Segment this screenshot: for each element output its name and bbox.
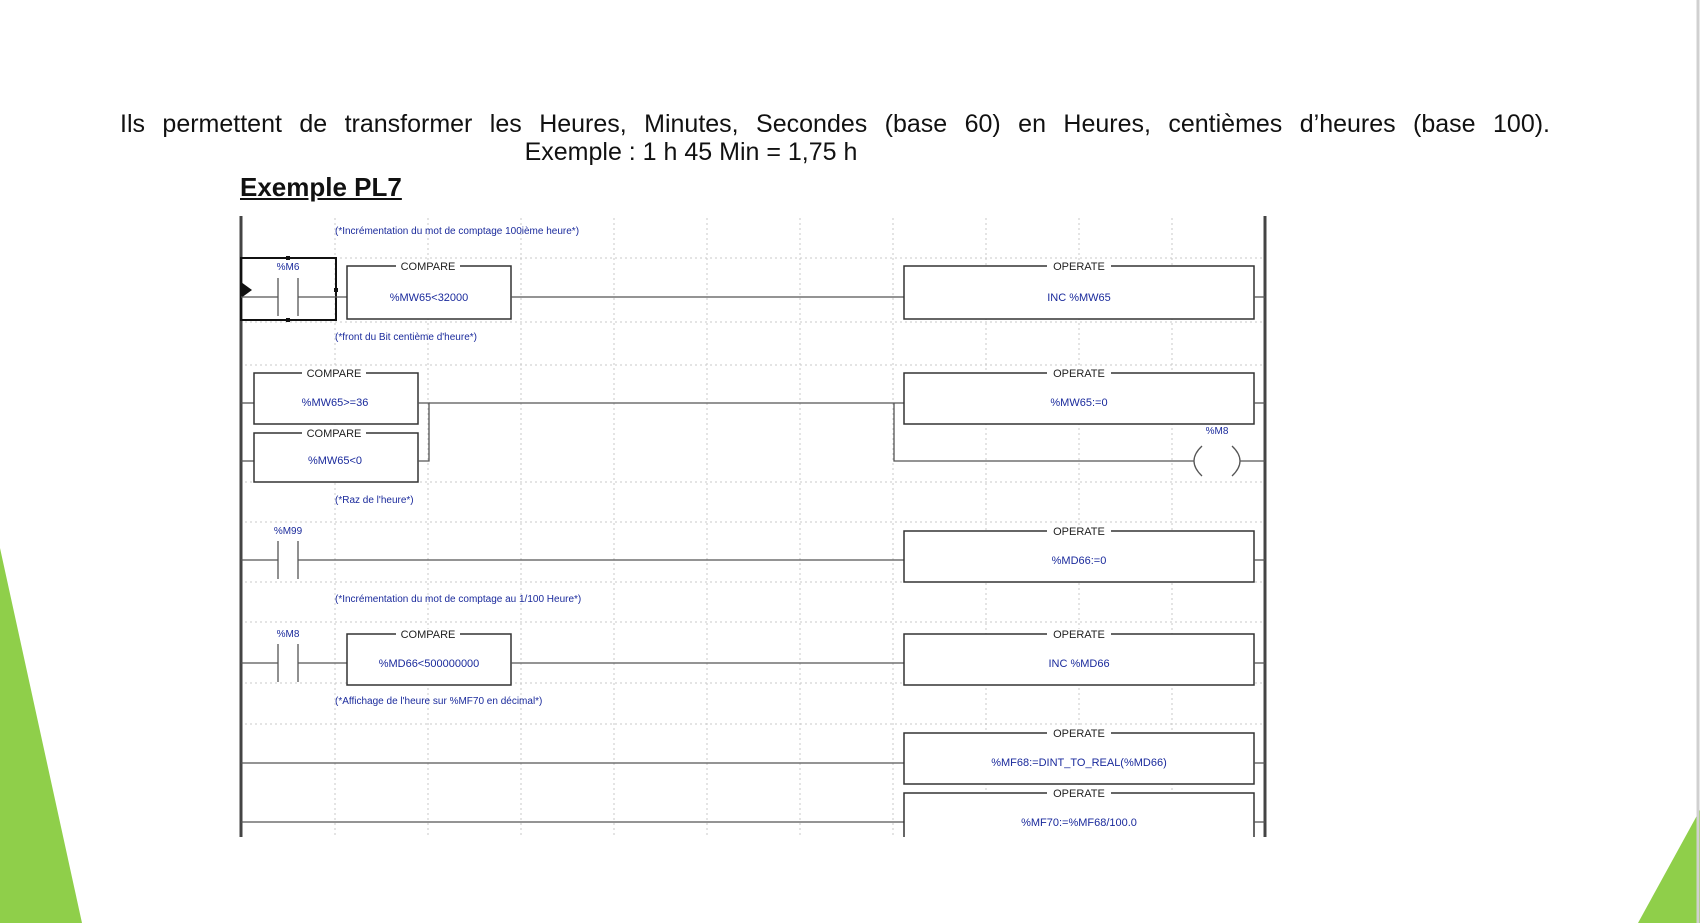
coil-m8-left-arc [1194,446,1202,476]
rung-3 [241,526,1265,582]
operate-expr-6: %MF70:=%MF68/100.0 [1021,817,1137,829]
compare-expr-1: %MW65<32000 [389,292,469,304]
comment-4: (*Incrémentation du mot de comptage au 1/100 Heure*) [335,594,582,605]
operate-header-1: OPERATE [1053,261,1105,273]
section-title: Exemple PL7 [240,172,402,202]
contact-m99-label: %M99 [273,526,303,537]
intro-text: Ils permettent de transformer les Heures, Minutes, Secondes (base 60) en Heures, centièmes d’heures (base 100). [120,110,1550,138]
coil-m8-right-arc [1232,446,1240,476]
rung-1 [241,256,1265,322]
comment-2: (*front du Bit centième d'heure*) [335,332,477,343]
operate-expr-4: INC %MD66 [1048,658,1110,670]
compare-expr-3: %MW65<0 [307,455,363,467]
operate-expr-3: %MD66:=0 [1051,555,1107,567]
contact-m6-label: %M6 [276,262,300,273]
operate-expr-2: %MW65:=0 [1050,397,1108,409]
rung-2 [241,368,1265,482]
operate-header-2: OPERATE [1053,368,1105,380]
rung-cursor-icon [241,282,252,298]
comment-1: (*Incrémentation du mot de comptage 100ième heure*) [335,226,580,237]
rung-4 [241,629,1265,685]
comment-5: (*Affichage de l'heure sur %MF70 en décimal*) [335,696,543,707]
example-text: Exemple : 1 h 45 Min = 1,75 h [524,138,858,166]
operate-header-3: OPERATE [1053,526,1105,538]
operate-expr-5: %MF68:=DINT_TO_REAL(%MD66) [991,757,1167,769]
operate-header-5: OPERATE [1053,728,1105,740]
compare-expr-4: %MD66<500000000 [378,658,480,670]
compare-header-1: COMPARE [400,261,456,273]
contact-m8-label: %M8 [276,629,300,640]
operate-expr-1: INC %MW65 [1047,292,1111,304]
rung-6 [241,788,1265,837]
comment-3: (*Raz de l'heure*) [335,495,414,506]
compare-header-3: COMPARE [306,428,362,440]
compare-expr-2: %MW65>=36 [301,397,369,409]
operate-header-6: OPERATE [1053,788,1105,800]
operate-header-4: OPERATE [1053,629,1105,641]
compare-header-4: COMPARE [400,629,456,641]
coil-m8-label: %M8 [1205,426,1229,437]
rung-5 [241,728,1265,784]
compare-header-2: COMPARE [306,368,362,380]
